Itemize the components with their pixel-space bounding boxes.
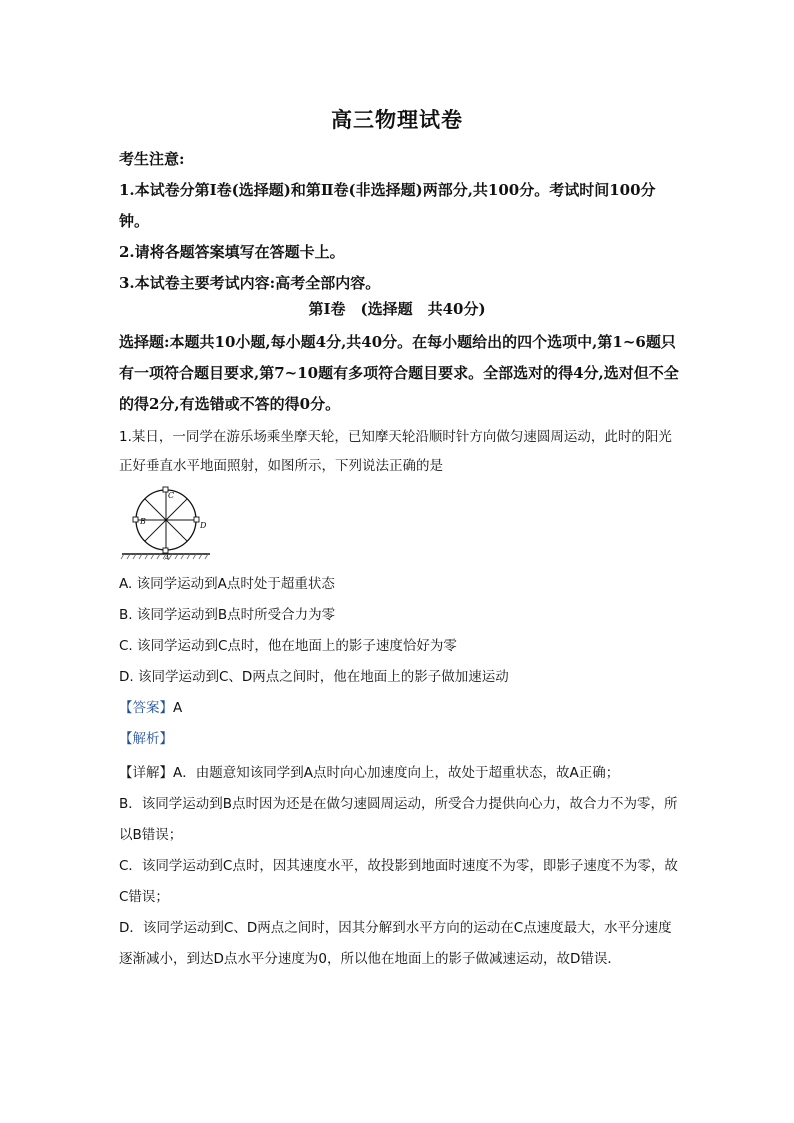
label-d: D <box>200 521 207 530</box>
label-b: B <box>140 517 146 526</box>
section-title: 第Ⅰ卷 (选择题 共40分) <box>308 300 486 318</box>
answer-tag: 【答案】 <box>119 700 173 716</box>
detail-c: C．该同学运动到C点时，因其速度水平，故投影到地面时速度不为零，即影子速度不为零，故C错误； <box>119 858 678 905</box>
page-title: 高三物理试卷 <box>331 107 463 132</box>
detail-a: 【详解】A．由题意知该同学到A点时向心加速度向上，故处于超重状态，故A正确； <box>119 765 620 781</box>
detail-d: D．该同学运动到C、D两点之间时，因其分解到水平方向的运动在C点速度最大，水平分速度逐渐减小，到达D点水平分速度为0，所以他在地面上的影子做减速运动，故D错误． <box>119 920 672 967</box>
detail-b: B．该同学运动到B点时因为还是在做匀速圆周运动，所受合力提供向心力，故合力不为零，所以B错误； <box>119 796 678 843</box>
notice-item-2: 2.请将各题答案填写在答题卡上。 <box>119 243 345 261</box>
notice-item-3: 3.本试卷主要考试内容:高考全部内容。 <box>119 274 381 292</box>
option-b: B. 该同学运动到B点时所受合力为零 <box>119 607 336 623</box>
answer-value: A <box>173 700 183 716</box>
analysis-line <box>119 727 679 747</box>
analysis-details <box>119 758 679 975</box>
notice-item-1: 1.本试卷分第Ⅰ卷(选择题)和第Ⅱ卷(非选择题)两部分,共100分。考试时间100分钟。 <box>119 181 656 230</box>
section-description: 选择题:本题共10小题,每小题4分,共40分。在每小题给出的四个选项中,第1~6题只有一项符合题目要求,第7~10题有多项符合题目要求。全部选对的得4分,选对但不全的得2分,有选错或不答的得0分。 <box>119 333 679 413</box>
label-c: C <box>168 491 175 500</box>
label-a: A <box>164 554 170 560</box>
answer-line <box>119 696 679 716</box>
option-a: A. 该同学运动到A点时处于超重状态 <box>119 576 335 592</box>
analysis-tag: 【解析】 <box>119 731 173 747</box>
ferris-wheel-figure <box>120 482 212 560</box>
option-c: C. 该同学运动到C点时，他在地面上的影子速度恰好为零 <box>119 638 457 654</box>
option-d: D. 该同学运动到C、D两点之间时，他在地面上的影子做加速运动 <box>119 669 509 685</box>
notice-heading: 考生注意: <box>119 150 185 168</box>
question-stem: 1.某日，一同学在游乐场乘坐摩天轮，已知摩天轮沿顺时针方向做匀速圆周运动，此时的阳光正好垂直水平地面照射，如图所示，下列说法正确的是 <box>119 429 672 474</box>
